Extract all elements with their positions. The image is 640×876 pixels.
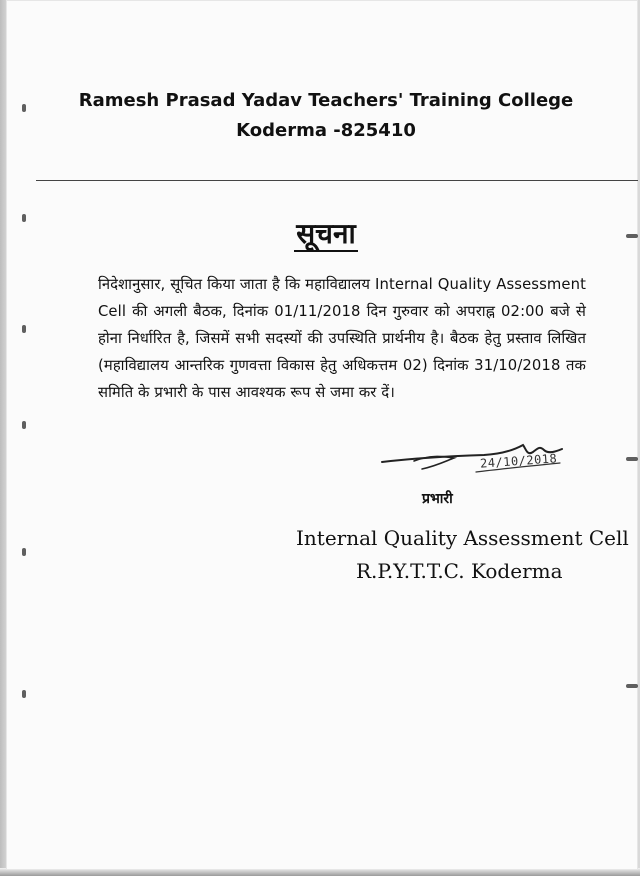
scan-speck-left-6 (22, 690, 26, 698)
notice-title-text: सूचना (296, 216, 356, 250)
scan-speck-right-2 (626, 457, 638, 461)
cell-location: R.P.Y.T.T.C. Koderma (356, 559, 563, 583)
scan-speck-left-5 (22, 548, 26, 556)
signatory-title: प्रभारी (422, 491, 453, 507)
notice-page (6, 0, 638, 870)
header-divider (36, 180, 638, 181)
college-location: Koderma -825410 (236, 120, 416, 141)
scan-speck-left-4 (22, 421, 26, 429)
scan-speck-right-3 (626, 684, 638, 688)
cell-name: Internal Quality Assessment Cell (296, 526, 629, 550)
signature-date: 24/10/2018 (479, 451, 558, 471)
document-header (6, 86, 638, 146)
college-name: Ramesh Prasad Yadav Teachers' Training College (78, 90, 574, 111)
scan-speck-left-3 (22, 325, 26, 333)
notice-title (6, 214, 638, 252)
notice-body: निदेशानुसार, सूचित किया जाता है कि महाविद्यालय Internal Quality Assessment Cell की अगली बैठक, दिनांक 01/11/2018 दिन गुरुवार को अपराह्न 02:00 बजे से होना निर्धारित है, जिसमें सभी सदस्यों की उपस्थिति प्रार्थनीय है। बैठक हेतु प्रस्ताव लिखित (महाविद्यालय आन्तरिक गुणवत्ता विकास हेतु अधिकत्तम 02) दिनांक 31/10/2018 तक समिति के प्रभारी के पास आवश्यक रूप से जमा कर दें। (98, 275, 586, 401)
